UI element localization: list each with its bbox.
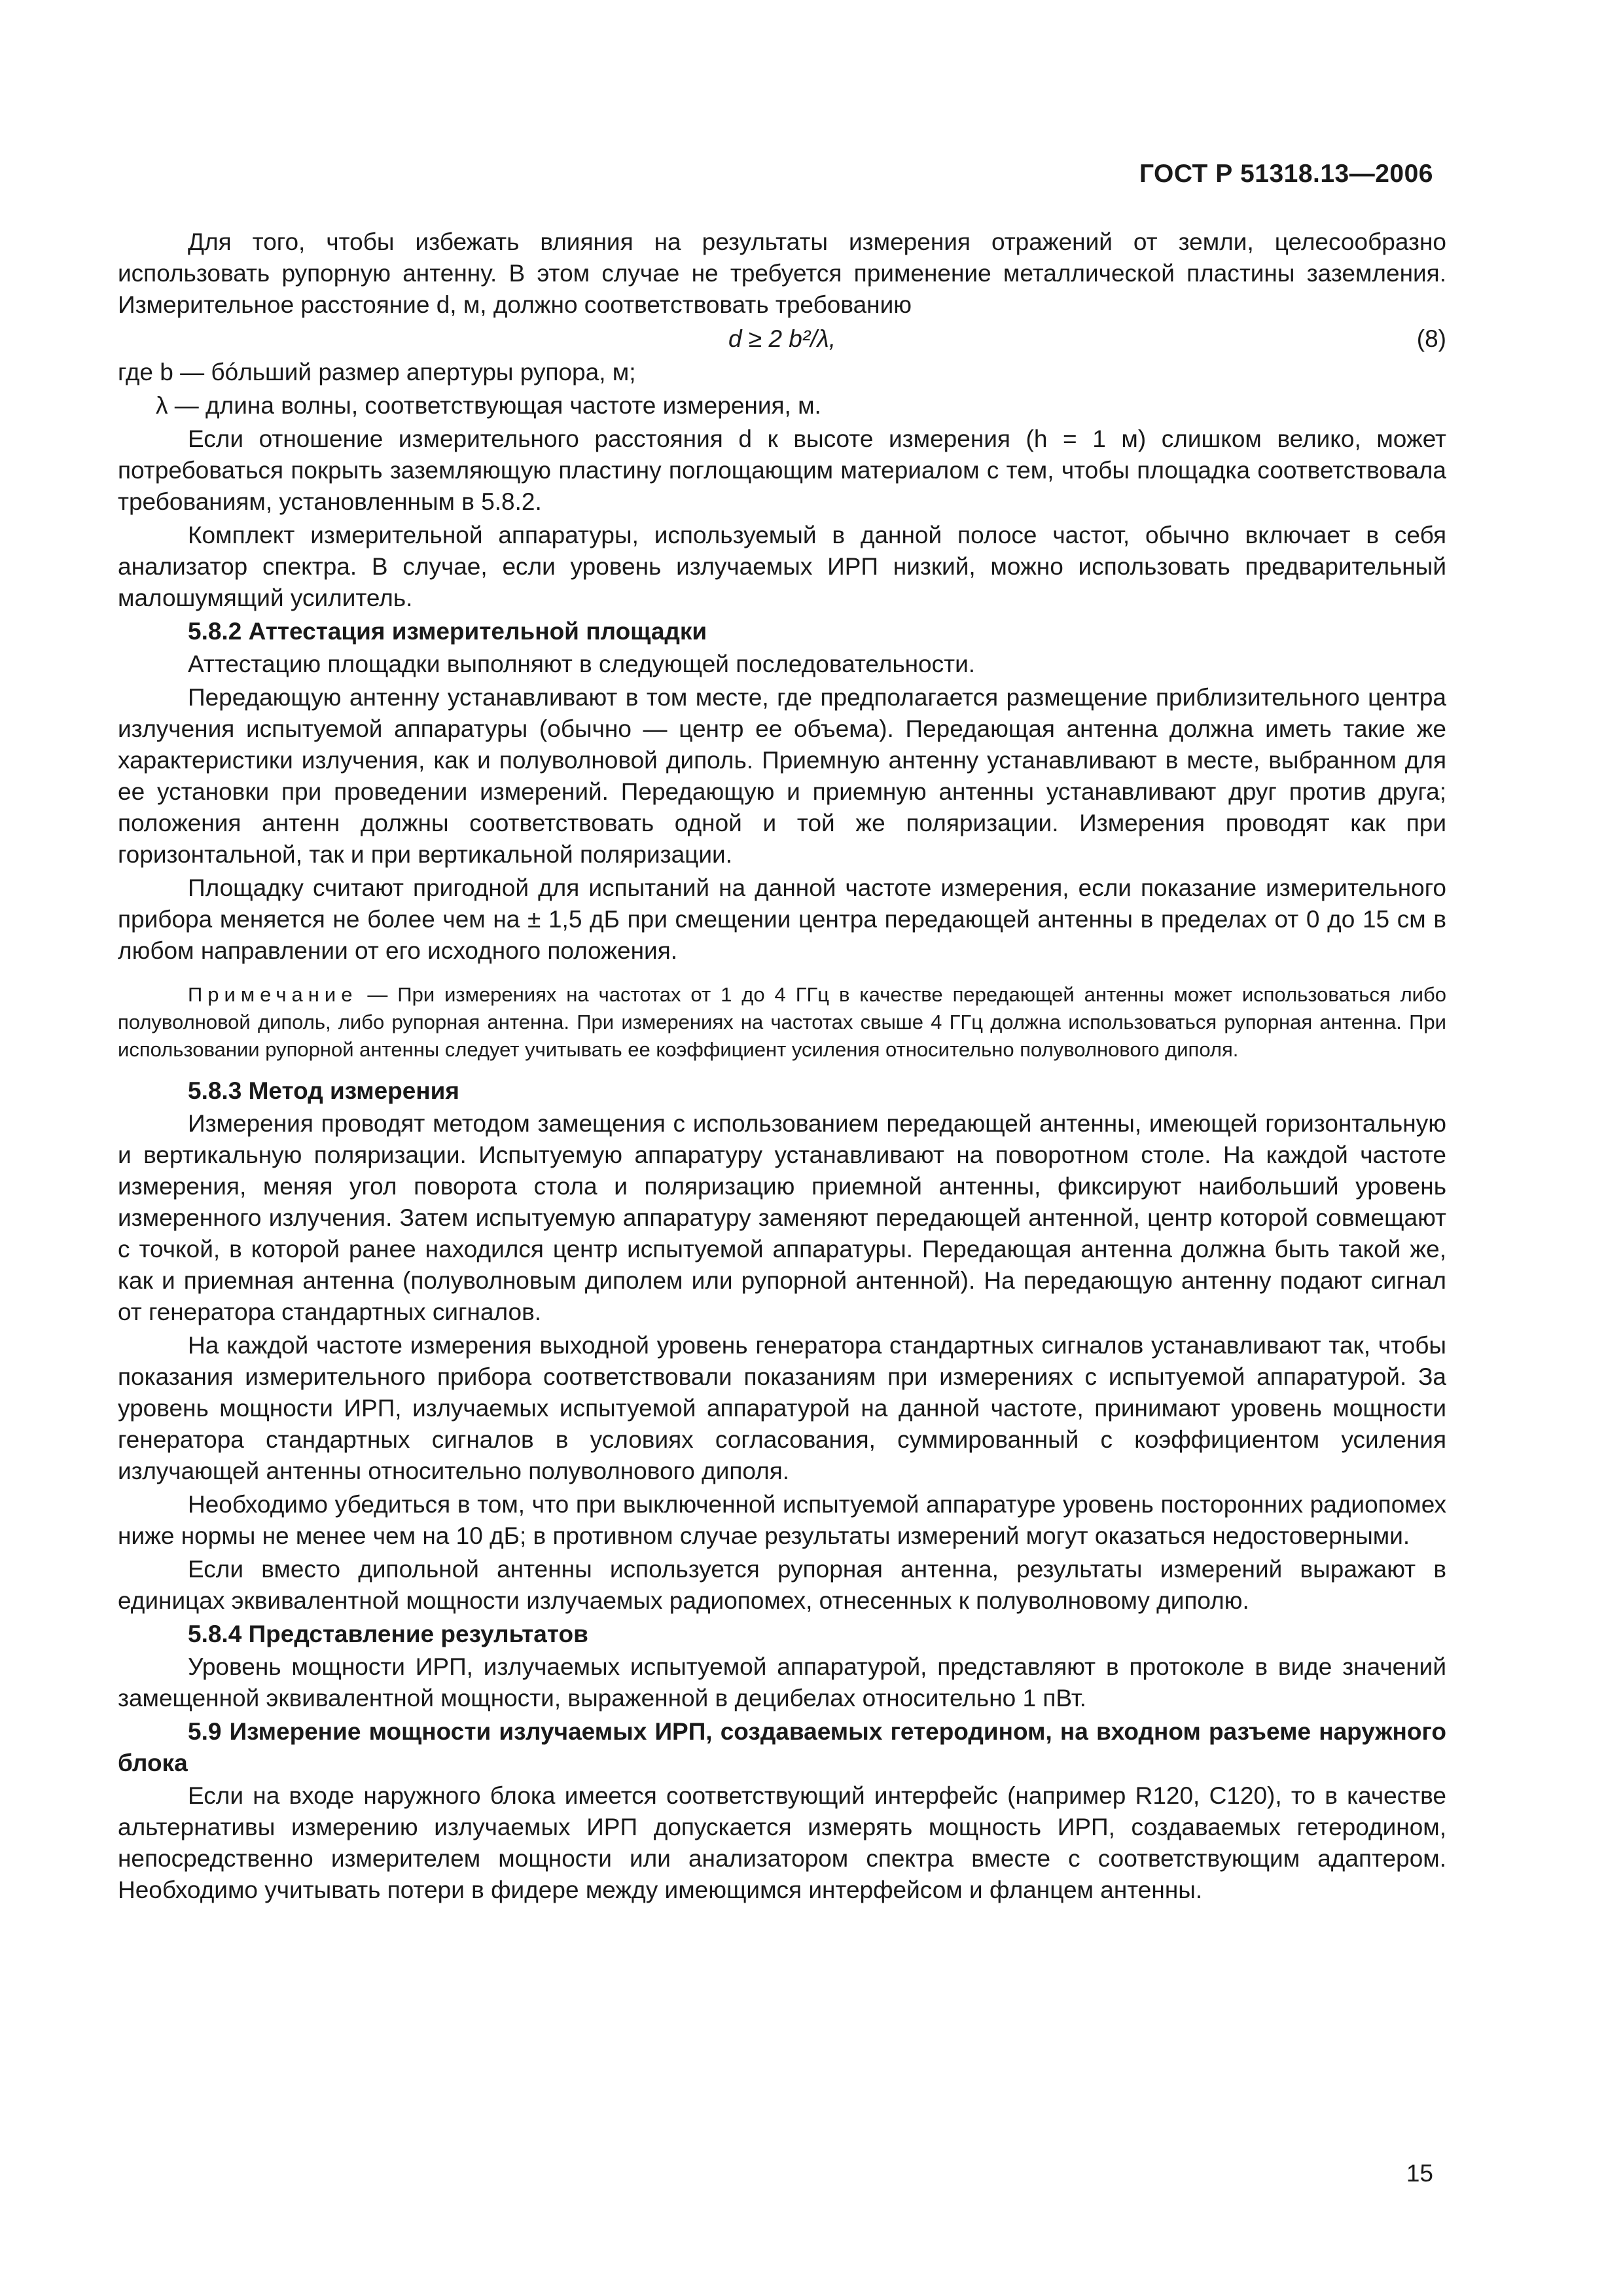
document-header: ГОСТ Р 51318.13—2006	[1139, 160, 1433, 188]
paragraph: Комплект измерительной аппаратуры, используемый в данной полосе частот, обычно включает в себя анализатор спектра. В случае, если уровень излучаемых ИРП низкий, можно использовать предварительный малошумящий усилитель.	[118, 522, 1446, 611]
paragraph: На каждой частоте измерения выходной уровень генератора стандартных сигналов устанавливают так, чтобы показания измерительного прибора соответствовали показаниям при измерениях с испытуемой аппаратурой. За уровень мощности ИРП, излучаемых испытуемой аппаратурой на данной частоте, принимают уровень мощности генератора стандартных сигналов в условиях согласования, суммированный с коэффициентом усиления излучающей антенны относительно полуволнового диполя.	[118, 1332, 1446, 1484]
section-heading-5-9: 5.9 Измерение мощности излучаемых ИРП, создаваемых гетеродином, на входном разъеме наружного блока	[118, 1718, 1446, 1776]
note	[118, 981, 1446, 1064]
paragraph: Уровень мощности ИРП, излучаемых испытуемой аппаратурой, представляют в протоколе в виде значений замещенной эквивалентной мощности, выраженной в децибелах относительно 1 пВт.	[118, 1653, 1446, 1712]
paragraph: Если вместо дипольной антенны используется рупорная антенна, результаты измерений выражают в единицах эквивалентной мощности излучаемых радиопомех, отнесенных к полуволновому диполю.	[118, 1556, 1446, 1614]
paragraph: Необходимо убедиться в том, что при выключенной испытуемой аппаратуре уровень посторонних радиопомех ниже нормы не менее чем на 10 дБ; в противном случае результаты измерений могут оказаться недостоверными.	[118, 1491, 1446, 1549]
note-label: Примечание	[188, 983, 358, 1006]
paragraph: Площадку считают пригодной для испытаний на данной частоте измерения, если показание измерительного прибора меняется не более чем на ± 1,5 дБ при смещении центра передающей антенны в пределах от 0 до 15 см в любом направлении от его исходного положения.	[118, 874, 1446, 964]
formula	[118, 323, 1446, 355]
page-number: 15	[1406, 2160, 1433, 2187]
note-text: — При измерениях на частотах от 1 до 4 ГГц в качестве передающей антенны может использоваться либо полуволновой диполь, либо рупорная антенна. При измерениях на частотах свыше 4 ГГц должна использоваться рупорная антенна. При использовании рупорной антенны следует учитывать ее коэффициент усиления относительно полуволнового диполя.	[118, 983, 1446, 1061]
paragraph: Если на входе наружного блока имеется соответствующий интерфейс (например R120, C120), то в качестве альтернативы измерению излучаемых ИРП допускается измерять мощность ИРП, создаваемых гетеродином, непосредственно измерителем мощности или анализатором спектра вместе с соответствующим адаптером. Необходимо учитывать потери в фидере между имеющимся интерфейсом и фланцем антенны.	[118, 1782, 1446, 1903]
paragraph: Измерения проводят методом замещения с использованием передающей антенны, имеющей горизонтальную и вертикальную поляризации. Испытуемую аппаратуру устанавливают на поворотном столе. На каждой частоте измерения, меняя угол поворота стола и поляризацию приемной антенны, фиксируют наибольший уровень измеренного излучения. Затем испытуемую аппаратуру заменяют передающей антенной, центр которой совмещают с точкой, в которой ранее находился центр испытуемой аппаратуры. Передающая антенна должна быть такой же, как и приемная антенна (полуволновым диполем или рупорной антенной). На передающую антенну подают сигнал от генератора стандартных сигналов.	[118, 1110, 1446, 1325]
formula-expression: d ≥ 2 b²/λ,	[728, 325, 836, 352]
paragraph: Аттестацию площадки выполняют в следующей последовательности.	[188, 651, 976, 677]
paragraph: Для того, чтобы избежать влияния на результаты измерения отражений от земли, целесообразно использовать рупорную антенну. В этом случае не требуется применение металлической пластины заземления. Измерительное расстояние d, м, должно соответствовать требованию	[118, 228, 1446, 318]
formula-number: (8)	[1416, 325, 1446, 352]
formula-legend-b: где b — бóльший размер апертуры рупора, м;	[118, 359, 636, 386]
paragraph: Если отношение измерительного расстояния d к высоте измерения (h = 1 м) слишком велико, может потребоваться покрыть заземляющую пластину поглощающим материалом с тем, чтобы площадка соответствовала требованиям, установленным в 5.8.2.	[118, 425, 1446, 515]
section-heading-5-8-3: 5.8.3 Метод измерения	[188, 1077, 460, 1104]
formula-legend-lambda: λ — длина волны, соответствующая частоте измерения, м.	[156, 392, 821, 419]
section-heading-5-8-4: 5.8.4 Представление результатов	[188, 1621, 588, 1647]
document-body	[118, 226, 1446, 1908]
paragraph: Передающую антенну устанавливают в том месте, где предполагается размещение приблизительного центра излучения испытуемой аппаратуры (обычно — центр ее объема). Передающая антенна должна иметь такие же характеристики излучения, как и полуволновой диполь. Приемную антенну устанавливают в месте, выбранном для ее установки при проведении измерений. Передающую и приемную антенны устанавливают друг против друга; положения антенн должны соответствовать одной и той же поляризации. Измерения проводят как при горизонтальной, так и при вертикальной поляризации.	[118, 684, 1446, 868]
section-heading-5-8-2: 5.8.2 Аттестация измерительной площадки	[188, 618, 707, 645]
